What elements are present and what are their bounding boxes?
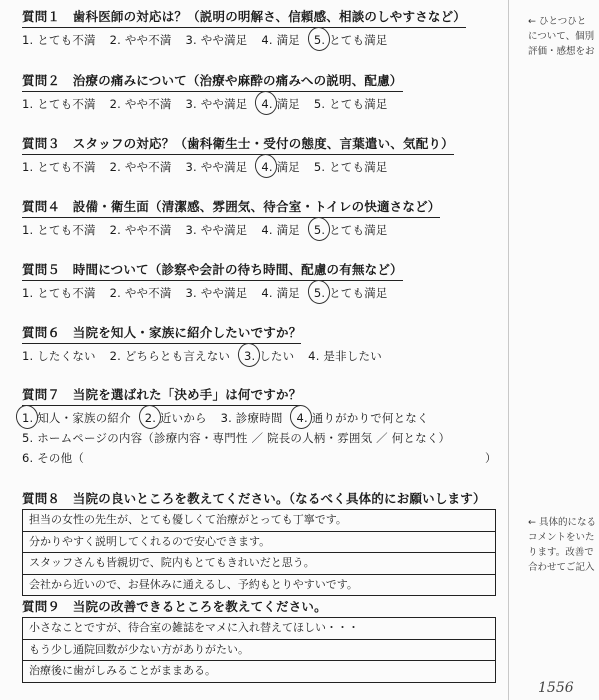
q4-option-2[interactable]: 2. やや不満 (109, 223, 172, 237)
question-3-title: 質問３ スタッフの対応？（歯科衛生士・受付の態度、言葉遣い、気配り） (22, 134, 454, 155)
side-note-middle (528, 515, 596, 575)
q7-option-1[interactable]: 1. 知人・家族の紹介 (22, 411, 131, 425)
q6-option-1[interactable]: 1. したくない (22, 349, 96, 363)
side-note-line: ります。改善で (528, 547, 594, 558)
question-7-line-1 (22, 410, 502, 426)
q3-option-3[interactable]: 3. やや満足 (185, 160, 248, 174)
side-note-top (528, 14, 595, 59)
question-2 (22, 70, 502, 112)
side-note-line: 評価・感想をお (528, 46, 595, 57)
q2-option-3[interactable]: 3. やや満足 (185, 97, 248, 111)
question-4-options (22, 222, 502, 238)
q7-other-close-paren: ） (485, 451, 497, 465)
q4-option-4[interactable]: 4. 満足 (261, 223, 301, 237)
q3-option-4[interactable]: 4. 満足 (261, 160, 301, 174)
q2-option-1[interactable]: 1. とても不満 (22, 97, 96, 111)
question-7-title: 質問７ 当院を選ばれた「決め手」は何ですか？ (22, 385, 301, 406)
question-4 (22, 196, 502, 238)
q3-option-1[interactable]: 1. とても不満 (22, 160, 96, 174)
question-5 (22, 259, 502, 301)
q1-option-4[interactable]: 4. 満足 (261, 33, 301, 47)
question-8-title: 質問８ 当院の良いところを教えてください。（なるべく具体的にお願いします） (22, 489, 486, 510)
question-3 (22, 133, 502, 175)
question-9 (22, 596, 502, 618)
q6-option-4[interactable]: 4. 是非したい (308, 349, 382, 363)
question-5-title: 質問５ 時間について（診察や会計の待ち時間、配慮の有無など） (22, 260, 403, 281)
q9-answer-box[interactable] (22, 617, 496, 683)
q2-option-2[interactable]: 2. やや不満 (109, 97, 172, 111)
question-6 (22, 322, 502, 364)
question-5-options (22, 285, 502, 301)
q5-option-3[interactable]: 3. やや満足 (185, 286, 248, 300)
q9-answer-line: もう少し通院回数が少ない方がありがたい。 (23, 640, 495, 662)
q7-option-6[interactable]: 6. その他（ (22, 451, 85, 465)
q1-option-1[interactable]: 1. とても不満 (22, 33, 96, 47)
q8-answer-line: 分かりやすく説明してくれるので安心できます。 (23, 532, 495, 554)
side-note-line: について、個別 (528, 31, 595, 42)
q7-option-5[interactable]: 5. ホームページの内容（診療内容・専門性 ／ 院長の人柄・雰囲気 ／ 何となく） (22, 431, 451, 445)
q2-option-5[interactable]: 5. とても満足 (313, 97, 388, 111)
q9-answer-line: 治療後に歯がしみることがままある。 (29, 664, 216, 677)
q6-option-3[interactable]: 3. したい (243, 349, 295, 363)
q6-option-2[interactable]: 2. どちらとも言えない (109, 349, 231, 363)
q1-option-3[interactable]: 3. やや満足 (185, 33, 248, 47)
question-1-options (22, 32, 502, 48)
side-note-line: ← ひとつひと (528, 16, 587, 27)
q8-answer-line: 担当の女性の先生が、とても優しくて治療がとっても丁寧です。 (23, 510, 495, 532)
question-7-line-3 (22, 450, 502, 466)
q3-option-5[interactable]: 5. とても満足 (313, 160, 388, 174)
question-4-title: 質問４ 設備・衛生面（清潔感、雰囲気、待合室・トイレの快適さなど） (22, 197, 440, 218)
q1-option-5[interactable]: 5. とても満足 (313, 33, 388, 47)
q9-answer-line: 小さなことですが、待合室の雑誌をマメに入れ替えてほしい・・・ (23, 618, 495, 640)
q8-answer-box[interactable] (22, 509, 496, 596)
q7-option-4[interactable]: 4. 通りがかりで何となく (296, 411, 429, 425)
q1-option-2[interactable]: 2. やや不満 (109, 33, 172, 47)
side-note-line: コメントをいた (528, 532, 595, 543)
q8-answer-line: 会社から近いので、お昼休みに通えるし、予約もとりやすいです。 (29, 577, 358, 591)
question-1 (22, 6, 502, 48)
q5-option-5[interactable]: 5. とても満足 (313, 286, 388, 300)
q5-option-4[interactable]: 4. 満足 (261, 286, 301, 300)
question-7 (22, 384, 502, 466)
handwritten-page-number: 1556 (538, 680, 574, 696)
q4-option-1[interactable]: 1. とても不満 (22, 223, 96, 237)
question-2-title: 質問２ 治療の痛みについて（治療や麻酔の痛みへの説明、配慮） (22, 71, 403, 92)
q5-option-1[interactable]: 1. とても不満 (22, 286, 96, 300)
q7-option-3[interactable]: 3. 診療時間 (220, 411, 283, 425)
margin-divider (508, 0, 509, 700)
question-9-title: 質問９ 当院の改善できるところを教えてください。 (22, 597, 327, 618)
side-note-line: 合わせてご記入 (528, 562, 595, 573)
question-6-options (22, 348, 502, 364)
q7-option-2[interactable]: 2. 近いから (144, 411, 207, 425)
q4-option-5[interactable]: 5. とても満足 (313, 223, 388, 237)
q8-answer-line: スタッフさんも皆親切で、院内もとてもきれいだと思う。 (23, 553, 495, 575)
q5-option-2[interactable]: 2. やや不満 (109, 286, 172, 300)
q3-option-2[interactable]: 2. やや不満 (109, 160, 172, 174)
question-2-options (22, 96, 502, 112)
question-8 (22, 488, 502, 510)
question-1-title: 質問１ 歯科医師の対応は？（説明の明解さ、信頼感、相談のしやすさなど） (22, 7, 466, 28)
question-3-options (22, 159, 502, 175)
q4-option-3[interactable]: 3. やや満足 (185, 223, 248, 237)
question-6-title: 質問６ 当院を知人・家族に紹介したいですか？ (22, 323, 301, 344)
q2-option-4[interactable]: 4. 満足 (261, 97, 301, 111)
side-note-line: ← 具体的になる (528, 517, 596, 528)
